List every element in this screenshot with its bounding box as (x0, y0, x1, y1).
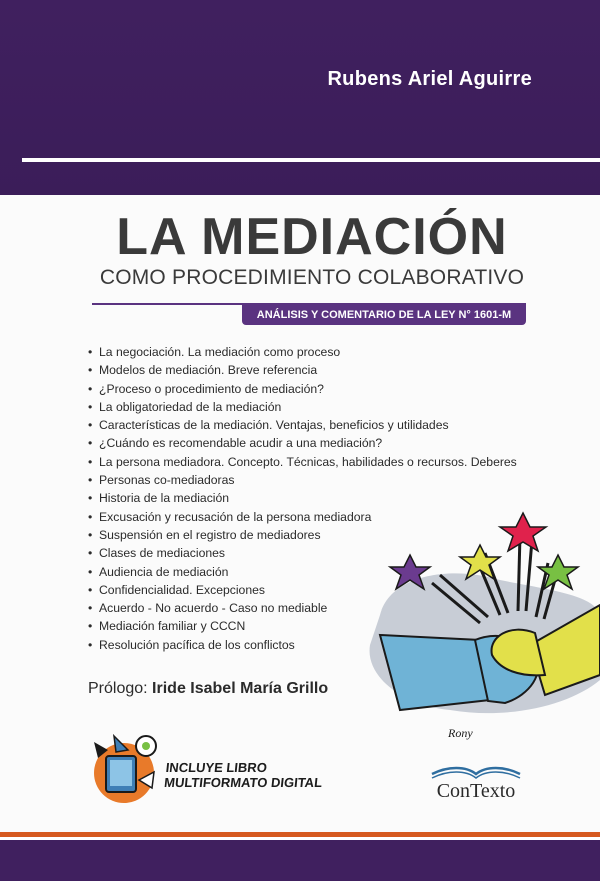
topic-text: ¿Proceso o procedimiento de mediación? (99, 381, 324, 396)
bullet: • (88, 473, 93, 488)
top-divider (22, 158, 600, 162)
handshake-illustration (360, 505, 600, 750)
bullet: • (88, 454, 93, 469)
bullet: • (88, 436, 93, 451)
bullet: • (88, 527, 93, 542)
bullet: • (88, 491, 93, 506)
topic-text: ¿Cuándo es recomendable acudir a una mediación? (99, 436, 383, 451)
topic-text: Modelos de mediación. Breve referencia (99, 363, 318, 378)
top-band (0, 0, 600, 195)
bullet: • (88, 509, 93, 524)
topic-text: La negociación. La mediación como proceso (99, 345, 341, 359)
bullet: • (88, 619, 93, 634)
bullet: • (88, 564, 93, 579)
topic-item (88, 361, 517, 379)
open-book-icon (428, 760, 524, 780)
topic-text: Audiencia de mediación (99, 564, 229, 579)
badge-line-2: MULTIFORMATO DIGITAL (163, 775, 323, 790)
bullet: • (88, 601, 93, 616)
topic-item (88, 380, 517, 398)
topic-text: Suspensión en el registro de mediadores (99, 527, 321, 542)
bullet: • (88, 582, 93, 597)
topic-text: Acuerdo - No acuerdo - Caso no mediable (99, 601, 328, 616)
bullet: • (88, 637, 93, 652)
author-name: Rubens Ariel Aguirre (327, 68, 532, 90)
bullet: • (88, 418, 93, 433)
bullet: • (88, 381, 93, 396)
topic-text: Historia de la mediación (99, 491, 230, 506)
topic-text: Resolución pacífica de los conflictos (99, 637, 295, 652)
bullet: • (88, 546, 93, 561)
topic-text: Clases de mediaciones (99, 546, 226, 561)
prologue (88, 680, 328, 698)
bullet: • (88, 363, 93, 378)
topic-item (88, 398, 517, 416)
topic-item (88, 471, 517, 489)
topic-item (88, 343, 517, 361)
bottom-stripe-white (0, 837, 600, 840)
topic-text: Mediación familiar y CCCN (99, 619, 246, 634)
law-tagline: ANÁLISIS Y COMENTARIO DE LA LEY N° 1601-M (242, 305, 526, 325)
prologue-label: Prólogo: (88, 680, 148, 697)
prologue-author: Iride Isabel María Grillo (152, 680, 329, 697)
topic-text: La persona mediadora. Concepto. Técnicas, habilidades o recursos. Deberes (99, 454, 517, 469)
topic-item (88, 416, 517, 434)
topic-item (88, 434, 517, 452)
blue-sleeve (380, 635, 490, 710)
bullet: • (88, 345, 93, 359)
topic-text: Características de la mediación. Ventajas, beneficios y utilidades (99, 418, 449, 433)
badge-line-1: INCLUYE LIBRO (165, 760, 268, 775)
topic-text: Excusación y recusación de la persona mediadora (99, 509, 372, 524)
publisher-logo: ConTexto (436, 780, 516, 802)
book-device-icon (84, 728, 164, 806)
book-subtitle: COMO PROCEDIMIENTO COLABORATIVO (99, 266, 525, 289)
bullet: • (88, 399, 93, 414)
illustrator-signature: Rony (448, 726, 473, 740)
star-icon (500, 513, 546, 551)
topic-text: La obligatoriedad de la mediación (99, 399, 282, 414)
topic-item (88, 453, 517, 471)
digital-book-badge (163, 760, 324, 790)
topic-text: Personas co-mediadoras (99, 473, 235, 488)
topic-text: Confidencialidad. Excepciones (99, 582, 265, 597)
book-title: LA MEDIACIÓN (116, 208, 508, 266)
